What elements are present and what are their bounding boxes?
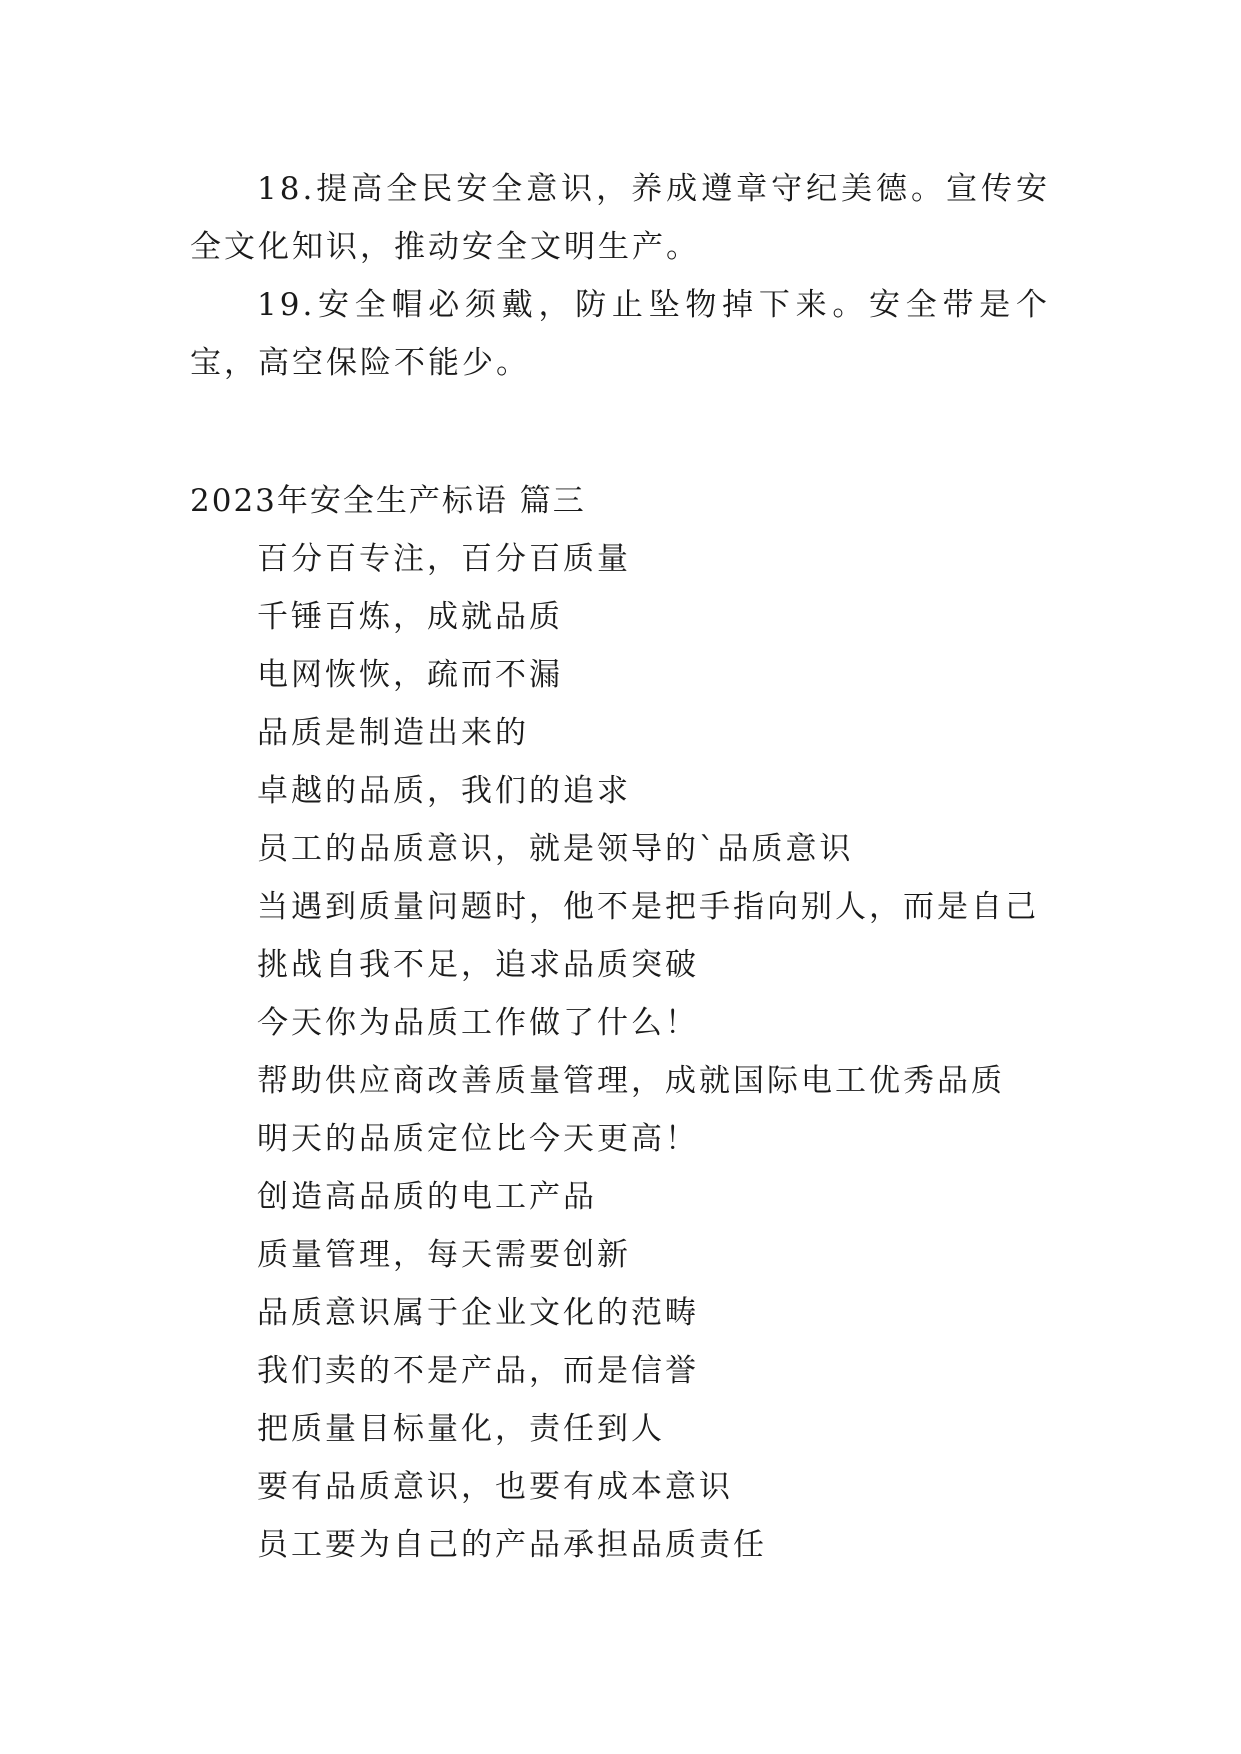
- list-item: 品质意识属于企业文化的范畴: [257, 1295, 699, 1331]
- paragraph-19: 19.安全帽必须戴，防止坠物掉下来。安全带是个宝，高空保险不能少。: [190, 287, 1050, 381]
- list-item: 把质量目标量化，责任到人: [257, 1411, 665, 1447]
- document-body: [190, 160, 1050, 1574]
- list-item: 卓越的品质，我们的追求: [257, 773, 631, 809]
- list-item: 质量管理，每天需要创新: [257, 1237, 631, 1273]
- list-item: 当遇到质量问题时，他不是把手指向别人，而是自己: [257, 889, 1039, 925]
- list-item: 员工要为自己的产品承担品质责任: [257, 1527, 767, 1563]
- list-item: 百分百专注，百分百质量: [257, 541, 631, 577]
- section-heading: 2023年安全生产标语 篇三: [190, 483, 586, 519]
- list-item: 明天的品质定位比今天更高！: [257, 1121, 699, 1157]
- list-item: 电网恢恢，疏而不漏: [257, 657, 563, 693]
- list-item: 要有品质意识，也要有成本意识: [257, 1469, 733, 1505]
- list-item: 员工的品质意识，就是领导的`品质意识: [257, 831, 854, 867]
- paragraph-18: 18.提高全民安全意识，养成遵章守纪美德。宣传安全文化知识，推动安全文明生产。: [190, 171, 1050, 265]
- list-item: 品质是制造出来的: [257, 715, 529, 751]
- list-item: 挑战自我不足，追求品质突破: [257, 947, 699, 983]
- list-item: 帮助供应商改善质量管理，成就国际电工优秀品质: [257, 1063, 1005, 1099]
- list-item: 我们卖的不是产品，而是信誉: [257, 1353, 699, 1389]
- list-item: 今天你为品质工作做了什么！: [257, 1005, 699, 1041]
- list-item: 千锤百炼，成就品质: [257, 599, 563, 635]
- slogan-list: [190, 530, 1050, 1574]
- list-item: 创造高品质的电工产品: [257, 1179, 597, 1215]
